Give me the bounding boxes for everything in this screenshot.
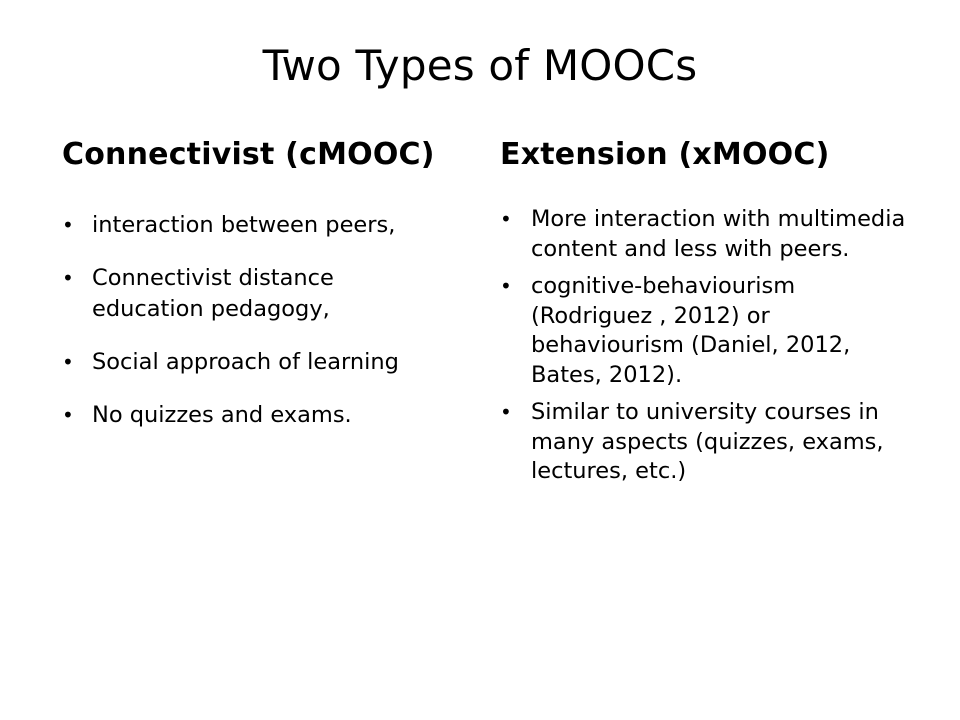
- cmooc-column: [62, 133, 482, 453]
- bullet-icon: •: [62, 350, 74, 374]
- list-item: [62, 347, 422, 378]
- xmooc-bullet-list: [500, 205, 920, 487]
- bullet-icon: •: [500, 207, 512, 231]
- bullet-icon: •: [500, 274, 512, 298]
- xmooc-column: [500, 133, 920, 495]
- bullet-text: interaction between peers,: [92, 212, 396, 238]
- bullet-icon: •: [500, 400, 512, 424]
- list-item: [62, 400, 422, 431]
- bullet-text: cognitive-behaviourism (Rodriguez , 2012) or behaviourism (Daniel, 2012, Bates, 2012).: [531, 273, 851, 388]
- slide-title: Two Types of MOOCs: [262, 41, 698, 90]
- bullet-icon: •: [62, 266, 74, 290]
- xmooc-heading: Extension (xMOOC): [500, 137, 830, 172]
- bullet-text: No quizzes and exams.: [92, 402, 352, 428]
- list-item: [62, 263, 422, 325]
- bullet-text: Social approach of learning: [92, 349, 399, 375]
- list-item: [62, 210, 422, 241]
- cmooc-bullet-list: [62, 210, 482, 431]
- list-item: [500, 398, 911, 487]
- bullet-text: Connectivist distance education pedagogy,: [92, 265, 334, 322]
- bullet-icon: •: [62, 213, 74, 237]
- bullet-icon: •: [62, 403, 74, 427]
- list-item: [500, 205, 911, 264]
- list-item: [500, 272, 911, 390]
- bullet-text: More interaction with multimedia content and less with peers.: [531, 206, 906, 262]
- cmooc-heading: Connectivist (cMOOC): [62, 137, 435, 172]
- bullet-text: Similar to university courses in many aspects (quizzes, exams, lectures, etc.): [531, 399, 884, 484]
